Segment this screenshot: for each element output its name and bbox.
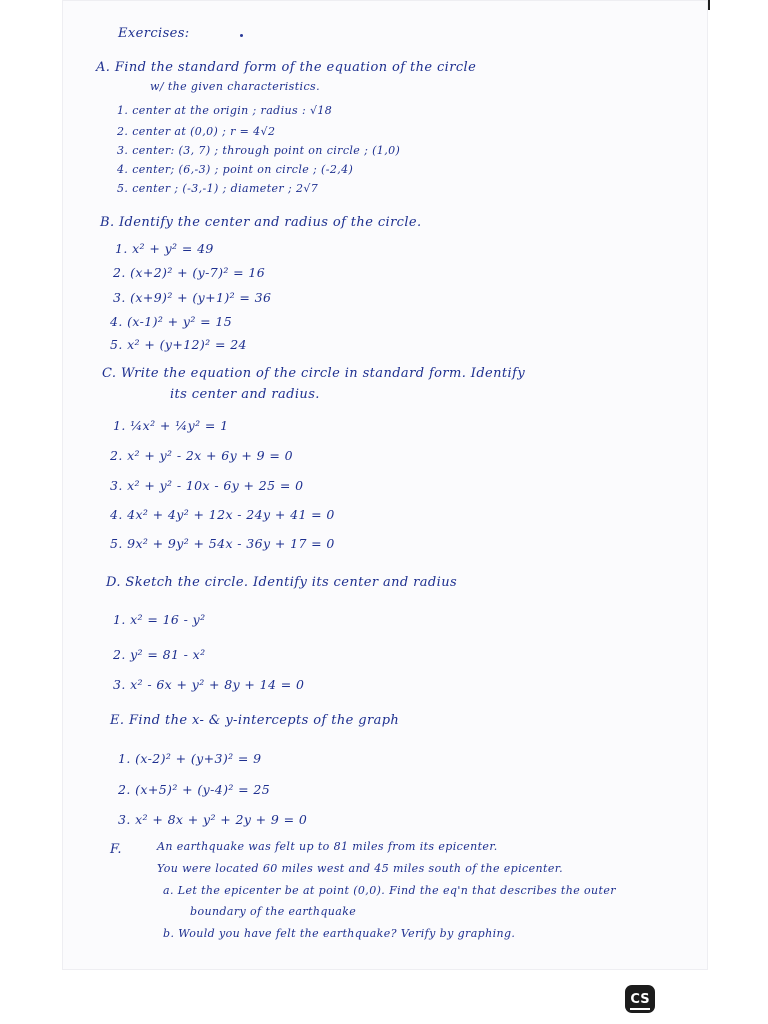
section-e-item: 3. x² + 8x + y² + 2y + 9 = 0 (118, 812, 308, 827)
section-e-item: 1. (x-2)² + (y+3)² = 9 (118, 751, 262, 766)
section-a-item: 1. center at the origin ; radius : √18 (117, 104, 333, 117)
section-c-item: 4. 4x² + 4y² + 12x - 24y + 41 = 0 (110, 507, 335, 522)
section-b-item: 1. x² + y² = 49 (115, 241, 214, 256)
section-c-heading: C. Write the equation of the circle in standard form. Identify (102, 366, 526, 381)
section-a-heading: A. Find the standard form of the equation of the circle (96, 60, 477, 75)
page-title: Exercises: (118, 26, 190, 41)
section-f-part-b: b. Would you have felt the earthquake? Verify by graphing. (163, 927, 516, 940)
section-c-item: 2. x² + y² - 2x + 6y + 9 = 0 (110, 448, 294, 463)
section-d-item: 3. x² - 6x + y² + 8y + 14 = 0 (113, 677, 305, 692)
section-c-heading-continued: its center and radius. (170, 387, 320, 402)
section-f-part-a-continued: boundary of the earthquake (190, 905, 357, 918)
section-c-item: 1. ¼x² + ¼y² = 1 (113, 418, 229, 433)
section-d-heading: D. Sketch the circle. Identify its center and radius (106, 575, 458, 590)
section-b-heading: B. Identify the center and radius of the circle. (100, 215, 422, 230)
section-d-item: 1. x² = 16 - y² (113, 612, 206, 627)
stray-mark (240, 34, 243, 37)
section-b-item: 4. (x-1)² + y² = 15 (110, 314, 233, 329)
section-f-line: An earthquake was felt up to 81 miles from its epicenter. (157, 840, 498, 853)
section-b-item: 3. (x+9)² + (y+1)² = 36 (113, 290, 272, 305)
section-e-item: 2. (x+5)² + (y-4)² = 25 (118, 782, 271, 797)
section-b-item: 5. x² + (y+12)² = 24 (110, 337, 247, 352)
section-a-item: 5. center ; (-3,-1) ; diameter ; 2√7 (117, 182, 319, 195)
section-f-part-a: a. Let the epicenter be at point (0,0). Find the eq'n that describes the outer (163, 884, 616, 897)
section-a-heading-continued: w/ the given characteristics. (150, 80, 320, 93)
section-f-line: You were located 60 miles west and 45 miles south of the epicenter. (157, 862, 564, 875)
section-a-item: 3. center: (3, 7) ; through point on circle ; (1,0) (117, 144, 401, 157)
section-c-item: 3. x² + y² - 10x - 6y + 25 = 0 (110, 478, 304, 493)
section-f-label: F. (110, 842, 122, 857)
section-a-item: 4. center; (6,-3) ; point on circle ; (-2,4) (117, 163, 354, 176)
section-b-item: 2. (x+2)² + (y-7)² = 16 (113, 265, 266, 280)
section-c-item: 5. 9x² + 9y² + 54x - 36y + 17 = 0 (110, 536, 335, 551)
section-a-item: 2. center at (0,0) ; r = 4√2 (117, 125, 276, 138)
section-d-item: 2. y² = 81 - x² (113, 647, 206, 662)
camscanner-logo: CS (625, 985, 655, 1013)
section-e-heading: E. Find the x- & y-intercepts of the graph (110, 713, 400, 728)
